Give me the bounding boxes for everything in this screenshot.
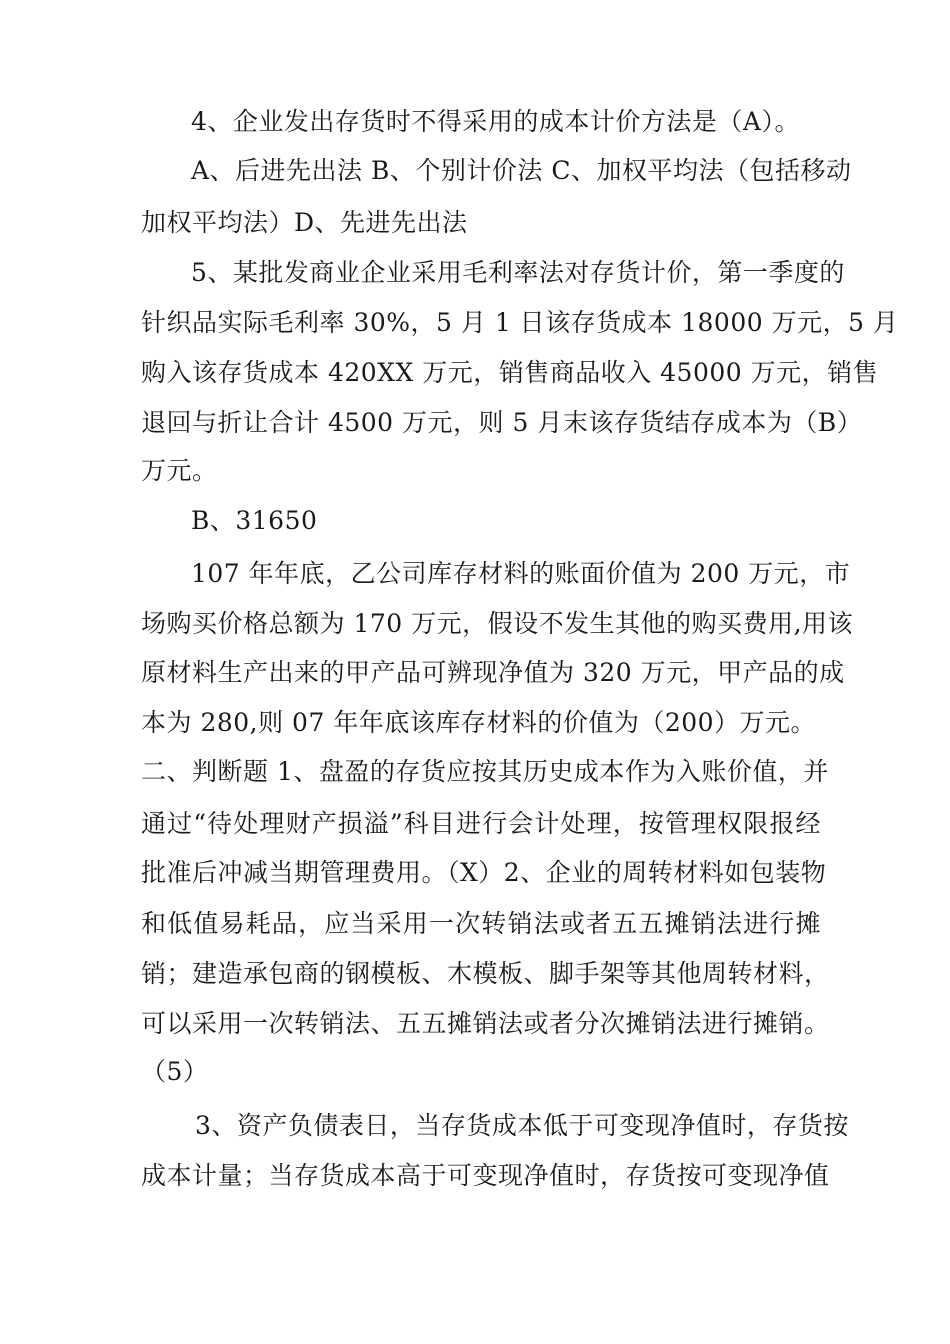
judgement-line-2: 通过“待处理财产损溢”科目进行会计处理，按管理权限报经 (141, 809, 821, 838)
question-4-options: A、后进先出法 B、个别计价法 C、加权平均法（包括移动 (191, 156, 852, 185)
judgement-3-line-2: 成本计量；当存货成本高于可变现净值时，存货按可变现净值 (141, 1161, 830, 1190)
question-5-line-5: 万元。 (141, 456, 218, 485)
question-5: 5、某批发商业企业采用毛利率法对存货计价，第一季度的 (191, 258, 845, 287)
question-107-line-2: 场购买价格总额为 170 万元，假设不发生其他的购买费用,用该 (141, 609, 854, 638)
question-107-line-4: 本为 280,则 07 年年底该库存材料的价值为（200）万元。 (141, 708, 817, 737)
judgement-line-6: 可以采用一次转销法、五五摊销法或者分次摊销法进行摊销。 (141, 1009, 830, 1038)
judgement-line-5: 销；建造承包商的钢模板、木模板、脚手架等其他周转材料， (141, 959, 830, 988)
answer-b: B、31650 (191, 506, 318, 535)
question-5-line-4: 退回与折让合计 4500 万元，则 5 月末该存货结存成本为（B） (141, 408, 863, 437)
judgement-3: 3、资产负债表日，当存货成本低于可变现净值时，存货按 (195, 1111, 849, 1140)
section-judgement: 二、判断题 1、盘盈的存货应按其历史成本作为入账价值，并 (141, 757, 829, 786)
question-5-line-2: 针织品实际毛利率 30%，5 月 1 日该存货成本 18000 万元，5 月 (141, 308, 899, 337)
judgement-answer-5: （5） (141, 1057, 209, 1086)
question-5-line-3: 购入该存货成本 420XX 万元，销售商品收入 45000 万元，销售 (141, 358, 879, 387)
judgement-line-4: 和低值易耗品，应当采用一次转销法或者五五摊销法进行摊 (141, 909, 821, 938)
question-107: 107 年年底，乙公司库存材料的账面价值为 200 万元，市 (191, 559, 851, 588)
question-4: 4、企业发出存货时不得采用的成本计价方法是（A）。 (191, 107, 800, 136)
question-4-options-cont: 加权平均法）D、先进先出法 (141, 208, 468, 237)
question-107-line-3: 原材料生产出来的甲产品可辨现净值为 320 万元，甲产品的成 (141, 658, 845, 687)
judgement-line-3: 批准后冲减当期管理费用。（X）2、企业的周转材料如包装物 (141, 858, 827, 887)
